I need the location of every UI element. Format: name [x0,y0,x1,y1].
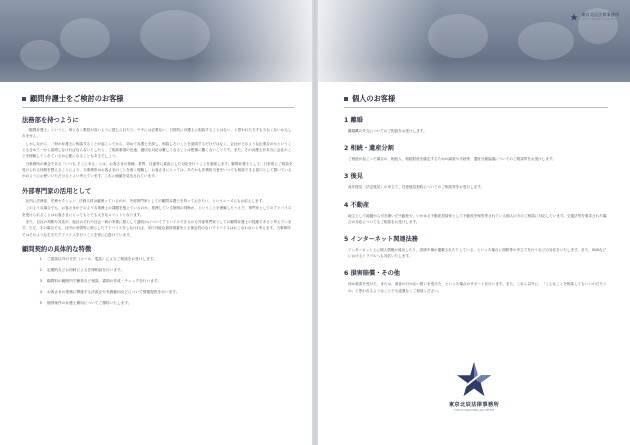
service-item-inheritance: 2 相続・遺産分割 ご相続が起こった場合の、相続人、相続財産を確定するための調査や手続等、遺産分割協議についてのご相談等をお受けします。 [344,145,556,162]
section-header-individual [344,94,608,108]
header-logo-name: 東京北辰法律事務所 [581,12,620,17]
paragraph: しかしながら、「何か弁護士に相談することが起こってから、初めて弁護士を探し、相談したいことを説明するだけではなく、会社がどのような企業なのかということも含めて一から説明しなければならないとしたら、ご相談事項の迅速、適切な対応は難しくなることは想像に難くないことです。また、その弁護士が本当に会社のことを理解してくれているか心配になることもあるでしょう。 [22,141,292,159]
firm-name: 東京北辰法律事務所 [448,402,500,408]
square-bullet-icon [344,97,348,101]
paragraph: 当事務所の理念である「いつも そこにある」とは、お客さまの業種、業界、社風等に素直にした対応を行うことを意味します。顧問弁護士として、日常的にご相談を受けられる体制を整えることにより、当事務所はお客さまのことを深く理解し、お客さまにとっては、あたかも法務担当者をいつでも相談できる窓口として置いているかのようにお使いいただけるとよい考えています。これに価値を見出されています。 [22,162,293,179]
firm-star-logo-icon [455,360,493,398]
header-logo-sub: TOKYO HOKUSHIN LAW OFFICE [581,18,620,21]
list-item: 2 定期的などお同時による法律相談を行います。 [39,267,125,272]
sub-heading-legal-dept: 法務部を持つように [22,117,79,124]
square-bullet-icon [22,97,26,101]
meeting-photo [0,0,312,82]
service-item-divorce: 1 離婚 離婚離の外交についてのご相談をお受けします。 [344,117,427,133]
service-item-internet: 5 インターネット関連法務 インターネット上に個人情報が流出したり、誹謗中傷が掲載されたりしている、といった場合に削除等の中立てを行うなどの対応をいたします。また、SNSなどにおけるトラブルへも対応いたします。 [344,236,607,259]
sub-heading-external-expert: 外部専門家の活用として [22,187,92,195]
list-item: 4 お客さまの業務に関連する法改正や実務動向などについて情報提供を行います。 [39,289,180,294]
service-item-guardianship: 3 後見 成年後見（法定後見）の申立て、任意後見契約についてのご相談等をお受けします。 [344,173,485,190]
left-content [22,94,294,311]
star-logo-icon [570,13,578,21]
right-content [344,94,608,303]
left-page [0,0,312,445]
paragraph: 「顧問弁護士」というと、何となく敷居が高いように感じられたり、ウチには必要ない、日常的に弁護士に相談することはない、と思われた方すも少なくないかもしれません。 [22,128,292,139]
service-item-real-estate: 4 不動産 地主として地盤から引き継いだ不動産や、いわゆる不動産投資家として不動産を保有等されている個人の方のご相談に対応しています。交通法等を要求された場合の対応についてもご相談をお受けします。 [344,201,607,224]
paragraph: また、自社の判断や対応が、他社のそれや社会一般の実情に照らして適切かについてアドバイスできるのも外部専門家としての顧問弁護士の役割であると考えています。ただ、その場合でも、社内の実情等に照らしたアドバイスをしなければ、実行可能な最終措置をとる保証性のないアドバイスはおこなわないと考えます。当事務所ではそのような生きたアドバイスを行うことを常に心掛けています。 [22,220,292,237]
feature-list [22,256,294,306]
list-item: 3 顧問料の範囲内で簡易など相談、書面の作成・チェックを行います。 [39,278,161,283]
service-item-damages: 6 損害賠償・その他 何か被害を受けた、または、被害の行かない扱いを受けた、といった場合のサポートを行います。また、これら以外に、「こんなことを相談してもいいのだろうか」と思われるようなことでも遠慮なくご相談ください。 [344,270,607,293]
list-item: 5 個別案件の弁護士費用についてご優待いたします。 [39,300,132,305]
firm-logo [318,360,630,412]
right-page [318,0,630,445]
header-logo [570,12,620,21]
section-header-corporate [22,94,294,108]
sub-heading-features: 顧問契約の具体的な特徴 [22,245,92,253]
paragraph: 社内に法務部、法務セクション、法務人材は確保っているがが、外部専門家としての顧問弁護士を持っておきたい、というニーズにもお応えします。 [25,198,266,203]
firm-name-en: TOKYO HOKUSHIN LAW OFFICE [454,409,494,412]
section-title: 顧問弁護士をご検討のお客様 [30,94,124,103]
section-title: 個人のお客様 [352,94,396,103]
paragraph: このような場合でも、お客さまがどのような業務上の課題を抱えているのか、業務している個別の判断が、ということを理解したうえで、専門家としてのアドバイスを受けられることはお客さまにとってもとても大きなメリットとなります。 [22,206,292,217]
list-item: 1 ご面談以外の方法（メール、電話）によるご相談をお受けします。 [39,256,157,261]
